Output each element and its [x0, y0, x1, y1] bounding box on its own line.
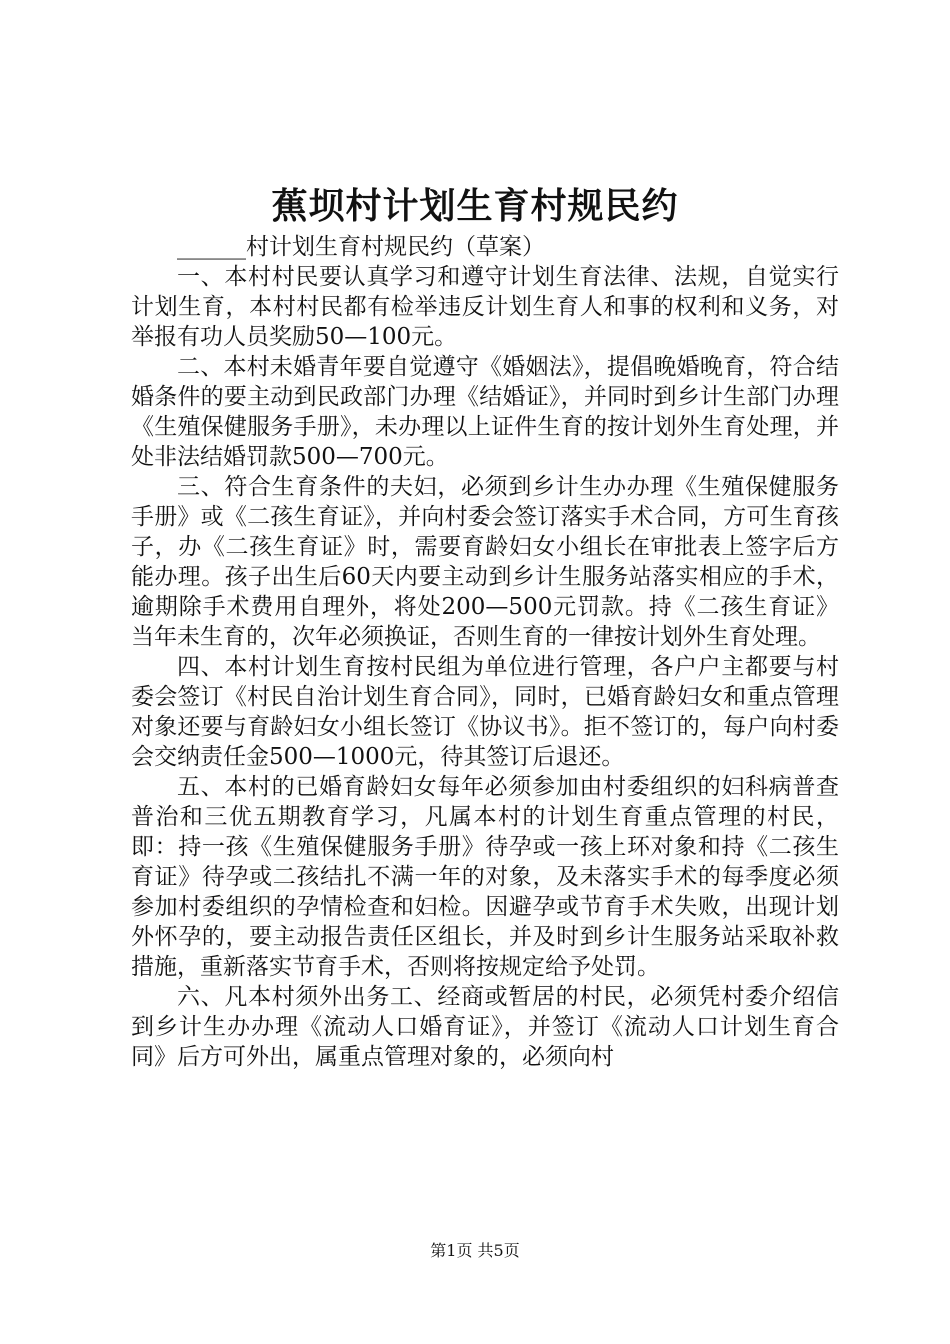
document-title: 蕉坝村计划生育村规民约 — [271, 185, 679, 227]
paragraph-3: 三、符合生育条件的夫妇，必须到乡计生办办理《生殖保健服务手册》或《二孩生育证》，并向村委会签订落实手术合同，方可生育孩子，办《二孩生育证》时，需要育龄妇女小组长在审批表上签字后方能办理。孩子出生后60天内要主动到乡计生服务站落实相应的手术，逾期除手术费用自理外，将处200—500元罚款。持《二孩生育证》当年未生育的，次年必须换证，否则生育的一律按计划外生育处理。 — [131, 474, 839, 650]
paragraph-2: 二、本村未婚青年要自觉遵守《婚姻法》，提倡晚婚晚育，符合结婚条件的要主动到民政部门办理《结婚证》，并同时到乡计生部门办理《生殖保健服务手册》，未办理以上证件生育的按计划外生育处理，并处非法结婚罚款500—700元。 — [131, 354, 839, 470]
document-body — [131, 232, 839, 1072]
paragraph-1: 一、本村村民要认真学习和遵守计划生育法律、法规，自觉实行计划生育，本村村民都有检举违反计划生育人和事的权利和义务，对举报有功人员奖励50—100元。 — [131, 264, 839, 350]
page-footer: 第1页 共5页 — [430, 1241, 520, 1260]
paragraph-4: 四、本村计划生育按村民组为单位进行管理，各户户主都要与村委会签订《村民自治计划生育合同》，同时，已婚育龄妇女和重点管理对象还要与育龄妇女小组长签订《协议书》。拒不签订的，每户向村委会交纳责任金500—1000元，待其签订后退还。 — [131, 654, 839, 770]
paragraph-5: 五、本村的已婚育龄妇女每年必须参加由村委组织的妇科病普查普治和三优五期教育学习，凡属本村的计划生育重点管理的村民，即：持一孩《生殖保健服务手册》待孕或一孩上环对象和持《二孩生育证》待孕或二孩结扎不满一年的对象，及未落实手术的每季度必须参加村委组织的孕情检查和妇检。因避孕或节育手术失败，出现计划外怀孕的，要主动报告责任区组长，并及时到乡计生服务站采取补救措施，重新落实节育手术，否则将按规定给予处罚。 — [131, 774, 839, 980]
paragraph-6: 六、凡本村须外出务工、经商或暂居的村民，必须凭村委介绍信到乡计生办办理《流动人口婚育证》，并签订《流动人口计划生育合同》后方可外出，属重点管理对象的，必须向村 — [131, 984, 839, 1070]
document-subtitle: ______村计划生育村规民约（草案） — [177, 234, 545, 260]
